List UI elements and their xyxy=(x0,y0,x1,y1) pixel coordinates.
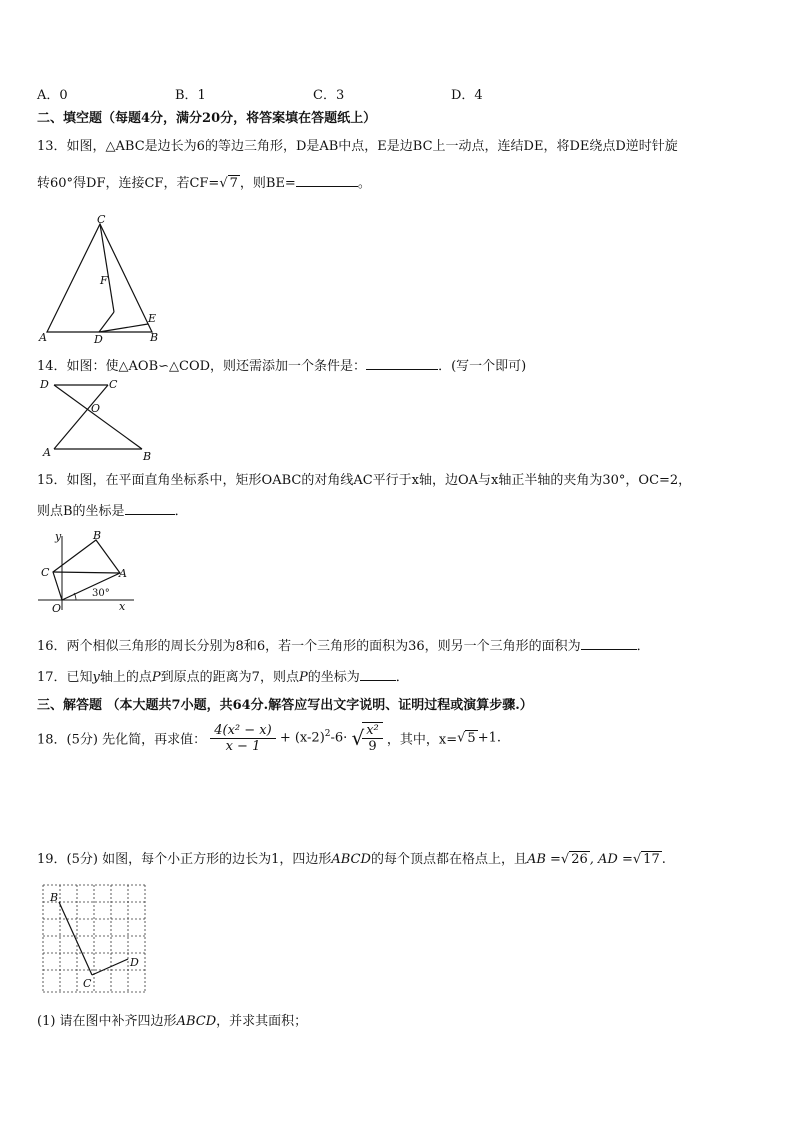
q19-ad-eq: , AD = xyxy=(589,852,633,867)
q13-line1: 13．如图，△ABC是边长为6的等边三角形，D是AB中点，E是边BC上一动点，连结DE，将DE绕点D逆时针旋 xyxy=(37,139,678,154)
q19-part1-b: ，并求其面积； xyxy=(216,1014,308,1029)
q14-text-b: ．(写一个即可) xyxy=(438,359,527,374)
q13-answer-blank[interactable] xyxy=(296,174,358,187)
label-b: B xyxy=(50,891,59,904)
label-d: D xyxy=(40,378,49,391)
segment-bc xyxy=(59,902,92,975)
q17-line xyxy=(37,666,409,685)
q18-mid2: -6· xyxy=(330,730,348,746)
section2-heading: 二、填空题（每题4分，满分20分，将答案填在答题纸上） xyxy=(37,111,377,126)
label-f: F xyxy=(100,274,108,287)
grid-lines xyxy=(43,885,145,992)
q17-text-b: 轴上的点 xyxy=(99,670,152,685)
q19-part1-a: (1) 请在图中补齐四边形 xyxy=(37,1014,177,1029)
label-c: C xyxy=(109,378,118,391)
q13-figure xyxy=(40,212,170,344)
q17-y-var: y xyxy=(92,670,100,685)
q17-p-var: P xyxy=(151,670,161,685)
q16-text: 16．两个相似三角形的周长分别为8和6，若一个三角形的面积为36，则另一个三角形的面积为 xyxy=(37,639,581,654)
rectangle-oabc xyxy=(53,540,120,600)
label-a: A xyxy=(43,446,51,459)
q19-end: . xyxy=(661,852,666,867)
q19-text-a: 19．(5分) 如图，每个小正方形的边长为1，四边形 xyxy=(37,852,332,867)
q13-text-b: ，则BE= xyxy=(239,176,296,191)
section3-heading: 三、解答题 （本大题共7小题，共64分.解答应写出文字说明、证明过程或演算步骤.） xyxy=(37,698,533,713)
q13-line2 xyxy=(37,172,371,191)
q19-grid-figure xyxy=(40,882,148,996)
sqrt-symbol: √ xyxy=(351,726,365,750)
q17-text-a: 17．已知 xyxy=(37,670,93,685)
q18-sqrt-num: x² xyxy=(362,723,383,739)
q18-mid: + (x-2) xyxy=(279,730,325,746)
q14-figure xyxy=(38,374,158,463)
q18-sqrt-fraction xyxy=(362,722,383,754)
q15-line2 xyxy=(37,500,188,519)
q15-figure xyxy=(36,528,140,616)
q18-suffix-b: +1. xyxy=(477,730,501,746)
option-a: A．0 xyxy=(37,88,68,103)
label-a: A xyxy=(39,331,47,344)
label-o: O xyxy=(52,602,62,615)
q18-fraction xyxy=(210,723,275,754)
q13-sqrt-value: 7 xyxy=(229,176,238,191)
q17-text-c: 到原点的距离为7，则点 xyxy=(160,670,299,685)
label-d: D xyxy=(94,333,103,346)
label-e: E xyxy=(148,312,157,325)
q15-answer-blank[interactable] xyxy=(125,502,175,515)
diagonal-ac xyxy=(53,572,120,573)
option-c: C．3 xyxy=(313,88,345,103)
q19-quad: ABCD xyxy=(331,852,371,867)
segment-ca xyxy=(54,385,108,449)
q19-line xyxy=(37,848,666,867)
q19-ab-val: 26 xyxy=(571,852,588,867)
q18-sqrt5: 5 xyxy=(467,730,476,746)
label-angle: 30° xyxy=(92,588,110,599)
label-y: y xyxy=(55,530,62,543)
q18-prefix: 18．(5分) 先化简，再求值： xyxy=(37,732,207,748)
q15-text-a: 则点B的坐标是 xyxy=(37,504,125,519)
q19-ad-val: 17 xyxy=(643,852,660,867)
segment-db xyxy=(54,385,142,449)
q17-p-var-2: P xyxy=(298,670,308,685)
segment-df xyxy=(99,312,114,332)
q18-line xyxy=(37,722,501,754)
q16-answer-blank[interactable] xyxy=(581,637,637,650)
label-o: O xyxy=(91,402,101,415)
q15-line1: 15．如图，在平面直角坐标系中，矩形OABC的对角线AC平行于x轴，边OA与x轴正半轴的夹角为30°，OC=2， xyxy=(37,473,692,488)
q19-part1-quad: ABCD xyxy=(176,1014,217,1029)
q16-end: ． xyxy=(636,639,650,654)
q16-line xyxy=(37,635,650,654)
label-a: A xyxy=(119,567,127,580)
label-c: C xyxy=(97,213,106,226)
q19-part1 xyxy=(37,1010,307,1029)
q18-exp: 2 xyxy=(324,729,331,740)
label-b: B xyxy=(143,450,152,463)
segment-de xyxy=(99,324,148,332)
q17-end: ． xyxy=(395,670,409,685)
label-b: B xyxy=(93,529,102,542)
sqrt-symbol: √ xyxy=(457,730,466,746)
option-b: B．1 xyxy=(175,88,206,103)
q14-line xyxy=(37,355,526,374)
q19-ab-eq: AB = xyxy=(526,852,561,867)
label-d: D xyxy=(130,956,139,969)
label-b: B xyxy=(150,331,159,344)
q14-text-a: 14．如图：使△AOB∽△COD，则还需添加一个条件是： xyxy=(37,359,367,374)
q17-answer-blank[interactable] xyxy=(360,668,396,681)
q14-answer-blank[interactable] xyxy=(366,357,438,370)
q18-sqrt-den: 9 xyxy=(368,739,377,754)
q19-text-b: 的每个顶点都在格点上，且 xyxy=(370,852,527,867)
q18-frac-num: 4(x² − x) xyxy=(210,723,275,739)
q18-suffix-a: ，其中，x= xyxy=(386,732,458,748)
label-c: C xyxy=(83,977,92,990)
label-c: C xyxy=(41,566,50,579)
q17-text-d: 的坐标为 xyxy=(307,670,360,685)
sqrt-symbol: √ xyxy=(219,176,228,191)
q18-frac-den: x − 1 xyxy=(225,738,261,754)
sqrt-symbol: √ xyxy=(632,852,642,867)
sqrt-symbol: √ xyxy=(560,852,570,867)
label-x: x xyxy=(119,600,126,613)
segment-cd xyxy=(92,959,128,975)
q15-end: ． xyxy=(174,504,188,519)
q13-end: 。 xyxy=(357,176,371,191)
option-d: D．4 xyxy=(451,88,483,103)
q13-text-a: 转60°得DF，连接CF，若CF= xyxy=(37,176,220,191)
